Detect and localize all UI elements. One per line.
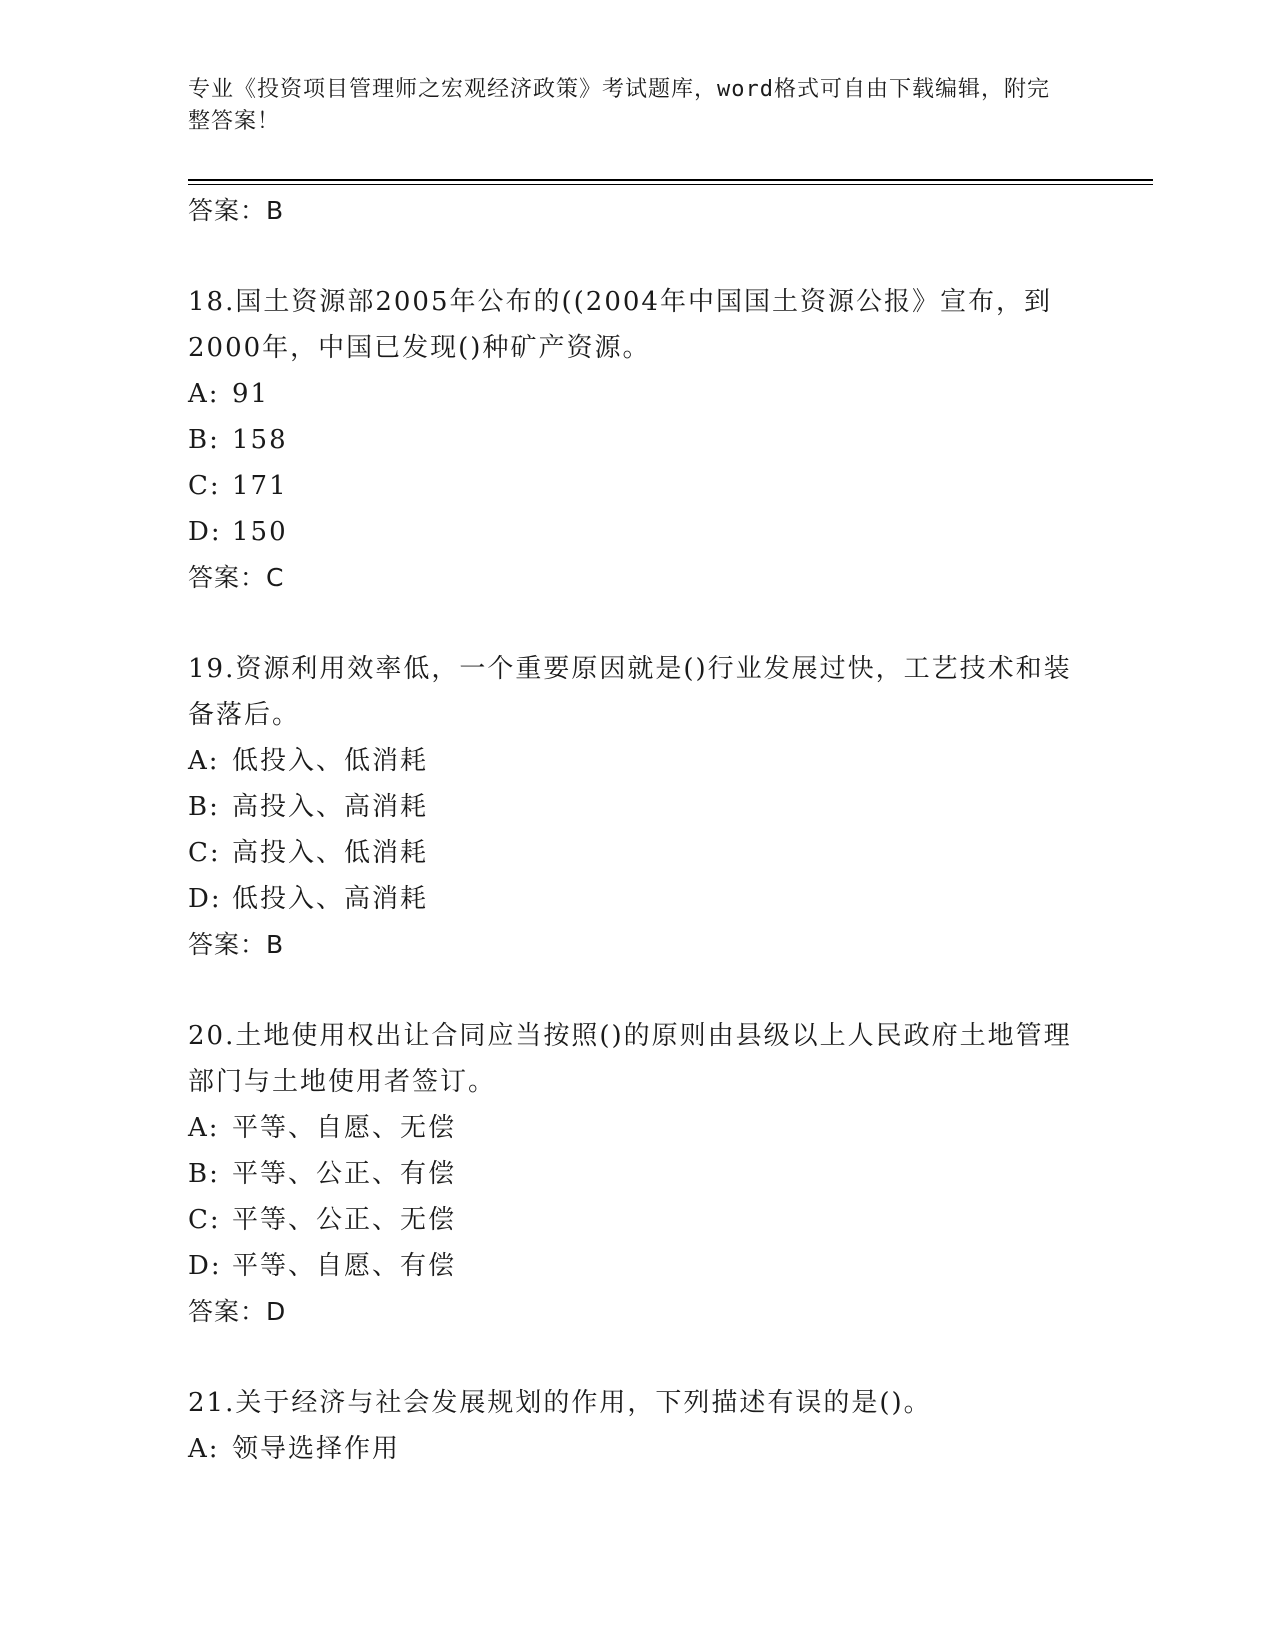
option-a [188,1426,1088,1472]
header-divider [188,179,1153,181]
question-item [188,1380,1088,1472]
question-text: 18.国土资源部2005年公布的((2004年中国国土资源公报》宣布，到2000年，中国已发现()种矿产资源。 [188,287,1052,363]
option-text: 平等、自愿、无偿 [232,1113,457,1143]
option-key: A: [188,746,220,776]
question-text: 20.土地使用权出让合同应当按照()的原则由县级以上人民政府土地管理部门与土地使用者签订。 [188,1021,1072,1097]
option-c [188,463,1088,509]
option-key: D: [188,1251,222,1281]
option-text: 158 [232,425,288,455]
option-a [188,1105,1088,1151]
option-key: B: [188,1159,220,1189]
option-text: 平等、公正、无偿 [232,1205,457,1235]
option-key: D: [188,517,222,547]
answer-line: 答案：D [188,1297,287,1326]
option-key: B: [188,425,220,455]
question-item [188,646,1088,968]
question-list [188,188,1088,1472]
option-a [188,738,1088,784]
option-text: 150 [232,517,288,547]
question-item [188,1013,1088,1335]
option-key: B: [188,792,220,822]
option-b [188,417,1088,463]
option-key: D: [188,884,222,914]
option-d [188,1243,1088,1289]
option-d [188,876,1088,922]
option-key: A: [188,379,220,409]
option-a [188,371,1088,417]
option-b [188,1151,1088,1197]
option-text: 高投入、高消耗 [232,792,429,822]
answer-line: 答案：B [188,196,285,225]
option-b [188,784,1088,830]
option-text: 平等、公正、有偿 [232,1159,457,1189]
option-text: 171 [232,471,288,501]
answer-line: 答案：B [188,930,285,959]
option-key: A: [188,1434,220,1464]
question-text: 21.关于经济与社会发展规划的作用，下列描述有误的是()。 [188,1388,932,1418]
header-divider-thin [188,184,1153,185]
option-key: C: [188,1205,221,1235]
option-text: 低投入、高消耗 [232,884,429,914]
option-key: A: [188,1113,220,1143]
document-header: 专业《投资项目管理师之宏观经济政策》考试题库，word格式可自由下载编辑，附完整答案！ [188,77,1050,134]
option-key: C: [188,471,221,501]
option-d [188,509,1088,555]
option-text: 91 [232,379,270,409]
option-text: 领导选择作用 [232,1434,401,1464]
answer-line: 答案：C [188,563,285,592]
option-c [188,1197,1088,1243]
option-text: 低投入、低消耗 [232,746,429,776]
option-key: C: [188,838,221,868]
question-item [188,279,1088,601]
question-text: 19.资源利用效率低，一个重要原因就是()行业发展过快，工艺技术和装备落后。 [188,654,1072,730]
option-c [188,830,1088,876]
option-text: 高投入、低消耗 [232,838,429,868]
option-text: 平等、自愿、有偿 [232,1251,457,1281]
